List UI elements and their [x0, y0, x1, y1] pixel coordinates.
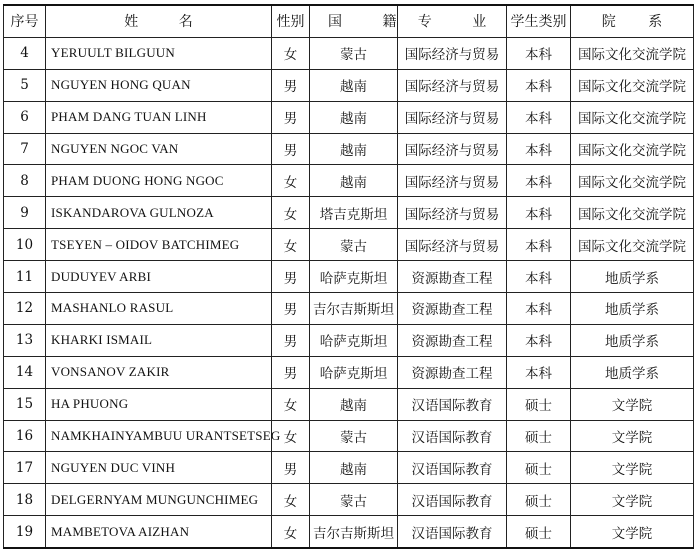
student-table	[3, 4, 694, 549]
table-row	[4, 101, 694, 133]
table-row	[4, 293, 694, 325]
header-category: 学生类别	[507, 5, 571, 37]
cell-department: 文学院	[571, 484, 694, 516]
cell-gender: 男	[272, 101, 310, 133]
cell-major: 资源勘查工程	[398, 261, 507, 293]
cell-department: 国际文化交流学院	[571, 229, 694, 261]
cell-major: 资源勘查工程	[398, 356, 507, 388]
cell-department: 地质学系	[571, 356, 694, 388]
cell-gender: 女	[272, 37, 310, 69]
table-row	[4, 516, 694, 548]
table-row	[4, 420, 694, 452]
cell-major: 资源勘查工程	[398, 293, 507, 325]
cell-gender: 男	[272, 69, 310, 101]
cell-department: 文学院	[571, 420, 694, 452]
cell-major: 国际经济与贸易	[398, 101, 507, 133]
cell-nationality: 越南	[310, 388, 398, 420]
cell-department: 国际文化交流学院	[571, 197, 694, 229]
cell-category: 本科	[507, 229, 571, 261]
cell-nationality: 越南	[310, 101, 398, 133]
cell-nationality: 越南	[310, 452, 398, 484]
table-row	[4, 229, 694, 261]
cell-gender: 男	[272, 324, 310, 356]
cell-category: 本科	[507, 293, 571, 325]
header-gender: 性别	[272, 5, 310, 37]
cell-no: 14	[4, 356, 46, 388]
cell-name: DUDUYEV ARBI	[46, 261, 272, 293]
cell-name: DELGERNYAM MUNGUNCHIMEG	[46, 484, 272, 516]
table-row	[4, 133, 694, 165]
cell-gender: 女	[272, 388, 310, 420]
cell-category: 本科	[507, 324, 571, 356]
cell-gender: 男	[272, 356, 310, 388]
cell-no: 15	[4, 388, 46, 420]
cell-department: 国际文化交流学院	[571, 133, 694, 165]
cell-no: 11	[4, 261, 46, 293]
table-body	[4, 37, 694, 548]
cell-nationality: 哈萨克斯坦	[310, 324, 398, 356]
table-row	[4, 452, 694, 484]
cell-department: 地质学系	[571, 293, 694, 325]
table-row	[4, 484, 694, 516]
cell-no: 4	[4, 37, 46, 69]
cell-no: 16	[4, 420, 46, 452]
cell-major: 汉语国际教育	[398, 388, 507, 420]
cell-no: 7	[4, 133, 46, 165]
cell-nationality: 蒙古	[310, 229, 398, 261]
cell-department: 国际文化交流学院	[571, 101, 694, 133]
cell-gender: 女	[272, 484, 310, 516]
cell-nationality: 哈萨克斯坦	[310, 261, 398, 293]
cell-category: 硕士	[507, 388, 571, 420]
cell-name: MASHANLO RASUL	[46, 293, 272, 325]
cell-major: 国际经济与贸易	[398, 229, 507, 261]
cell-category: 本科	[507, 165, 571, 197]
cell-gender: 女	[272, 516, 310, 548]
cell-name: MAMBETOVA AIZHAN	[46, 516, 272, 548]
cell-department: 文学院	[571, 388, 694, 420]
cell-category: 本科	[507, 356, 571, 388]
table-row	[4, 388, 694, 420]
cell-name: PHAM DUONG HONG NGOC	[46, 165, 272, 197]
cell-department: 地质学系	[571, 261, 694, 293]
cell-gender: 男	[272, 452, 310, 484]
cell-gender: 女	[272, 229, 310, 261]
cell-no: 13	[4, 324, 46, 356]
header-nationality: 国 籍	[310, 5, 398, 37]
cell-category: 本科	[507, 37, 571, 69]
cell-no: 6	[4, 101, 46, 133]
cell-nationality: 越南	[310, 69, 398, 101]
cell-category: 本科	[507, 101, 571, 133]
header-department: 院 系	[571, 5, 694, 37]
header-name: 姓 名	[46, 5, 272, 37]
cell-no: 18	[4, 484, 46, 516]
cell-name: TSEYEN – OIDOV BATCHIMEG	[46, 229, 272, 261]
table-row	[4, 356, 694, 388]
cell-no: 19	[4, 516, 46, 548]
cell-nationality: 吉尔吉斯斯坦	[310, 293, 398, 325]
cell-name: NGUYEN HONG QUAN	[46, 69, 272, 101]
cell-major: 资源勘查工程	[398, 324, 507, 356]
cell-major: 汉语国际教育	[398, 516, 507, 548]
cell-name: KHARKI ISMAIL	[46, 324, 272, 356]
table-row	[4, 261, 694, 293]
cell-gender: 男	[272, 261, 310, 293]
cell-department: 文学院	[571, 516, 694, 548]
header-major: 专 业	[398, 5, 507, 37]
cell-name: PHAM DANG TUAN LINH	[46, 101, 272, 133]
cell-department: 地质学系	[571, 324, 694, 356]
cell-no: 12	[4, 293, 46, 325]
cell-nationality: 越南	[310, 133, 398, 165]
cell-department: 国际文化交流学院	[571, 37, 694, 69]
cell-no: 17	[4, 452, 46, 484]
cell-department: 国际文化交流学院	[571, 165, 694, 197]
cell-name: NGUYEN DUC VINH	[46, 452, 272, 484]
header-row	[4, 5, 694, 37]
cell-nationality: 蒙古	[310, 484, 398, 516]
table-row	[4, 197, 694, 229]
cell-major: 汉语国际教育	[398, 420, 507, 452]
header-no: 序号	[4, 5, 46, 37]
cell-no: 8	[4, 165, 46, 197]
cell-department: 国际文化交流学院	[571, 69, 694, 101]
cell-gender: 男	[272, 293, 310, 325]
cell-nationality: 越南	[310, 165, 398, 197]
cell-name: NAMKHAINYAMBUU URANTSETSEG	[46, 420, 272, 452]
table-row	[4, 69, 694, 101]
cell-nationality: 哈萨克斯坦	[310, 356, 398, 388]
cell-gender: 女	[272, 165, 310, 197]
cell-nationality: 蒙古	[310, 37, 398, 69]
cell-category: 硕士	[507, 484, 571, 516]
cell-category: 本科	[507, 261, 571, 293]
cell-gender: 女	[272, 197, 310, 229]
cell-category: 本科	[507, 197, 571, 229]
cell-major: 汉语国际教育	[398, 484, 507, 516]
cell-major: 汉语国际教育	[398, 452, 507, 484]
cell-category: 硕士	[507, 452, 571, 484]
cell-name: ISKANDAROVA GULNOZA	[46, 197, 272, 229]
cell-category: 硕士	[507, 420, 571, 452]
cell-no: 10	[4, 229, 46, 261]
cell-name: NGUYEN NGOC VAN	[46, 133, 272, 165]
cell-major: 国际经济与贸易	[398, 37, 507, 69]
cell-no: 9	[4, 197, 46, 229]
cell-gender: 女	[272, 420, 310, 452]
cell-major: 国际经济与贸易	[398, 165, 507, 197]
cell-major: 国际经济与贸易	[398, 133, 507, 165]
cell-name: VONSANOV ZAKIR	[46, 356, 272, 388]
cell-gender: 男	[272, 133, 310, 165]
cell-name: YERUULT BILGUUN	[46, 37, 272, 69]
table-row	[4, 165, 694, 197]
cell-nationality: 吉尔吉斯斯坦	[310, 516, 398, 548]
cell-category: 本科	[507, 69, 571, 101]
cell-nationality: 塔吉克斯坦	[310, 197, 398, 229]
table-row	[4, 37, 694, 69]
cell-department: 文学院	[571, 452, 694, 484]
cell-major: 国际经济与贸易	[398, 69, 507, 101]
cell-major: 国际经济与贸易	[398, 197, 507, 229]
cell-nationality: 蒙古	[310, 420, 398, 452]
cell-category: 硕士	[507, 516, 571, 548]
cell-name: HA PHUONG	[46, 388, 272, 420]
cell-category: 本科	[507, 133, 571, 165]
cell-no: 5	[4, 69, 46, 101]
table-row	[4, 324, 694, 356]
